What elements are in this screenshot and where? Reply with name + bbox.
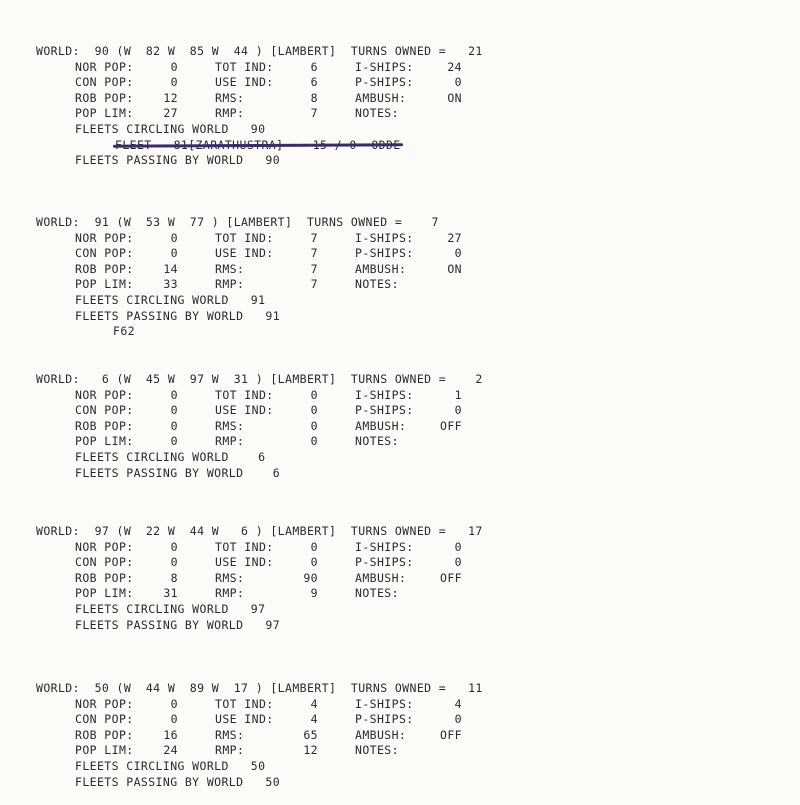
stat-label: NOTES: [355,277,399,291]
stat-value: 0 [170,246,178,260]
fleets-passing-line: FLEETS PASSING BY WORLD 97 [75,618,281,632]
stat-label: RMS: [215,419,245,433]
stat-label: I-SHIPS: [355,540,414,554]
stat-value: 0 [310,419,318,433]
stat-value: 6 [310,60,318,74]
stat-value: 0 [310,388,318,402]
stat-label: ROB POP: [75,262,134,276]
stat-label: TOT IND: [215,388,274,402]
stat-value: 1 [454,388,462,402]
stat-value: 0 [170,419,178,433]
stat-value: 0 [310,403,318,417]
world-header: WORLD: 50 (W 44 W 89 W 17 ) [LAMBERT] TURNS OWNED = 11 [36,681,483,695]
stat-value: OFF [440,728,462,742]
stat-label: NOTES: [355,586,399,600]
stat-value: 0 [310,540,318,554]
stat-label: NOR POP: [75,60,134,74]
stat-label: P-SHIPS: [355,712,414,726]
stat-label: I-SHIPS: [355,60,414,74]
stat-value: 8 [310,91,318,105]
stat-label: P-SHIPS: [355,403,414,417]
stat-value: ON [447,262,462,276]
stat-value: 65 [303,728,318,742]
fleets-circling-line: FLEETS CIRCLING WORLD 91 [75,293,266,307]
stat-value: 0 [454,75,462,89]
fleets-passing-line: FLEETS PASSING BY WORLD 90 [75,153,281,167]
stat-label: USE IND: [215,712,274,726]
stat-value: 31 [163,586,178,600]
stat-value: 0 [310,434,318,448]
stat-label: USE IND: [215,75,274,89]
stat-value: 4 [310,697,318,711]
stat-label: POP LIM: [75,434,134,448]
stat-label: RMS: [215,728,245,742]
stat-value: 0 [170,75,178,89]
stat-label: ROB POP: [75,571,134,585]
fleets-circling-line: FLEETS CIRCLING WORLD 97 [75,602,266,616]
stat-label: CON POP: [75,75,134,89]
stat-value: 0 [170,403,178,417]
stat-label: AMBUSH: [355,262,407,276]
stat-value: 24 [447,60,462,74]
stat-value: 8 [170,571,178,585]
stat-value: 27 [447,231,462,245]
stat-label: USE IND: [215,403,274,417]
stat-label: TOT IND: [215,540,274,554]
stat-value: ON [447,91,462,105]
stat-value: 7 [310,246,318,260]
stat-label: POP LIM: [75,106,134,120]
stat-value: 90 [303,571,318,585]
fleets-circling-line: FLEETS CIRCLING WORLD 90 [75,122,266,136]
stat-label: RMP: [215,106,245,120]
stat-label: CON POP: [75,403,134,417]
stat-value: 24 [163,743,178,757]
stat-label: RMS: [215,91,245,105]
stat-label: RMP: [215,277,245,291]
world-header: WORLD: 6 (W 45 W 97 W 31 ) [LAMBERT] TURNS OWNED = 2 [36,372,483,386]
stat-label: CON POP: [75,246,134,260]
stat-label: AMBUSH: [355,419,407,433]
stat-value: 12 [303,743,318,757]
stat-label: I-SHIPS: [355,231,414,245]
stat-label: RMP: [215,586,245,600]
stat-value: 7 [310,106,318,120]
stat-value: 14 [163,262,178,276]
stat-label: RMS: [215,262,245,276]
stat-label: ROB POP: [75,91,134,105]
stat-label: CON POP: [75,555,134,569]
stat-value: 4 [454,697,462,711]
stat-value: 7 [310,262,318,276]
stat-label: TOT IND: [215,697,274,711]
stat-label: RMP: [215,434,245,448]
stat-value: 6 [310,75,318,89]
stat-value: 33 [163,277,178,291]
stat-label: TOT IND: [215,231,274,245]
stat-label: POP LIM: [75,586,134,600]
stat-label: NOTES: [355,743,399,757]
stat-label: NOTES: [355,434,399,448]
stat-value: 27 [163,106,178,120]
stat-label: P-SHIPS: [355,75,414,89]
stat-value: 12 [163,91,178,105]
stat-label: NOR POP: [75,697,134,711]
stat-label: ROB POP: [75,728,134,742]
stat-value: 0 [454,712,462,726]
stat-value: 16 [163,728,178,742]
fleets-circling-line: FLEETS CIRCLING WORLD 6 [75,450,266,464]
stat-label: P-SHIPS: [355,246,414,260]
stat-value: 0 [454,403,462,417]
stat-label: I-SHIPS: [355,697,414,711]
stat-label: ROB POP: [75,419,134,433]
world-header: WORLD: 97 (W 22 W 44 W 6 ) [LAMBERT] TURNS OWNED = 17 [36,524,483,538]
stat-label: POP LIM: [75,743,134,757]
stat-value: 0 [454,246,462,260]
stat-value: 9 [310,586,318,600]
fleets-passing-line: FLEETS PASSING BY WORLD 6 [75,466,281,480]
world-header: WORLD: 90 (W 82 W 85 W 44 ) [LAMBERT] TURNS OWNED = 21 [36,44,483,58]
stat-value: 7 [310,231,318,245]
stat-label: AMBUSH: [355,728,407,742]
stat-value: 7 [310,277,318,291]
stat-label: POP LIM: [75,277,134,291]
stat-value: 4 [310,712,318,726]
stat-value: 0 [170,60,178,74]
stat-value: 0 [170,697,178,711]
stat-value: 0 [170,231,178,245]
stat-value: OFF [440,419,462,433]
stat-label: RMP: [215,743,245,757]
stat-label: RMS: [215,571,245,585]
passing-fleet-id: F62 [113,324,135,338]
stat-value: 0 [170,434,178,448]
stat-value: 0 [170,540,178,554]
stat-value: 0 [170,712,178,726]
stat-label: NOR POP: [75,231,134,245]
stat-label: CON POP: [75,712,134,726]
stat-label: I-SHIPS: [355,388,414,402]
world-header: WORLD: 91 (W 53 W 77 ) [LAMBERT] TURNS OWNED = 7 [36,215,439,229]
stat-label: P-SHIPS: [355,555,414,569]
stat-label: USE IND: [215,555,274,569]
stat-value: 0 [454,540,462,554]
stat-label: NOTES: [355,106,399,120]
stat-label: TOT IND: [215,60,274,74]
stat-label: AMBUSH: [355,571,407,585]
struck-fleet-entry [115,138,401,152]
stat-label: NOR POP: [75,540,134,554]
stat-value: 0 [170,555,178,569]
stat-value: 0 [170,388,178,402]
stat-value: 0 [310,555,318,569]
stat-label: NOR POP: [75,388,134,402]
stat-value: OFF [440,571,462,585]
fleets-passing-line: FLEETS PASSING BY WORLD 91 [75,309,281,323]
stat-label: USE IND: [215,246,274,260]
fleets-circling-line: FLEETS CIRCLING WORLD 50 [75,759,266,773]
fleets-passing-line: FLEETS PASSING BY WORLD 50 [75,775,281,789]
stat-label: AMBUSH: [355,91,407,105]
stat-value: 0 [454,555,462,569]
